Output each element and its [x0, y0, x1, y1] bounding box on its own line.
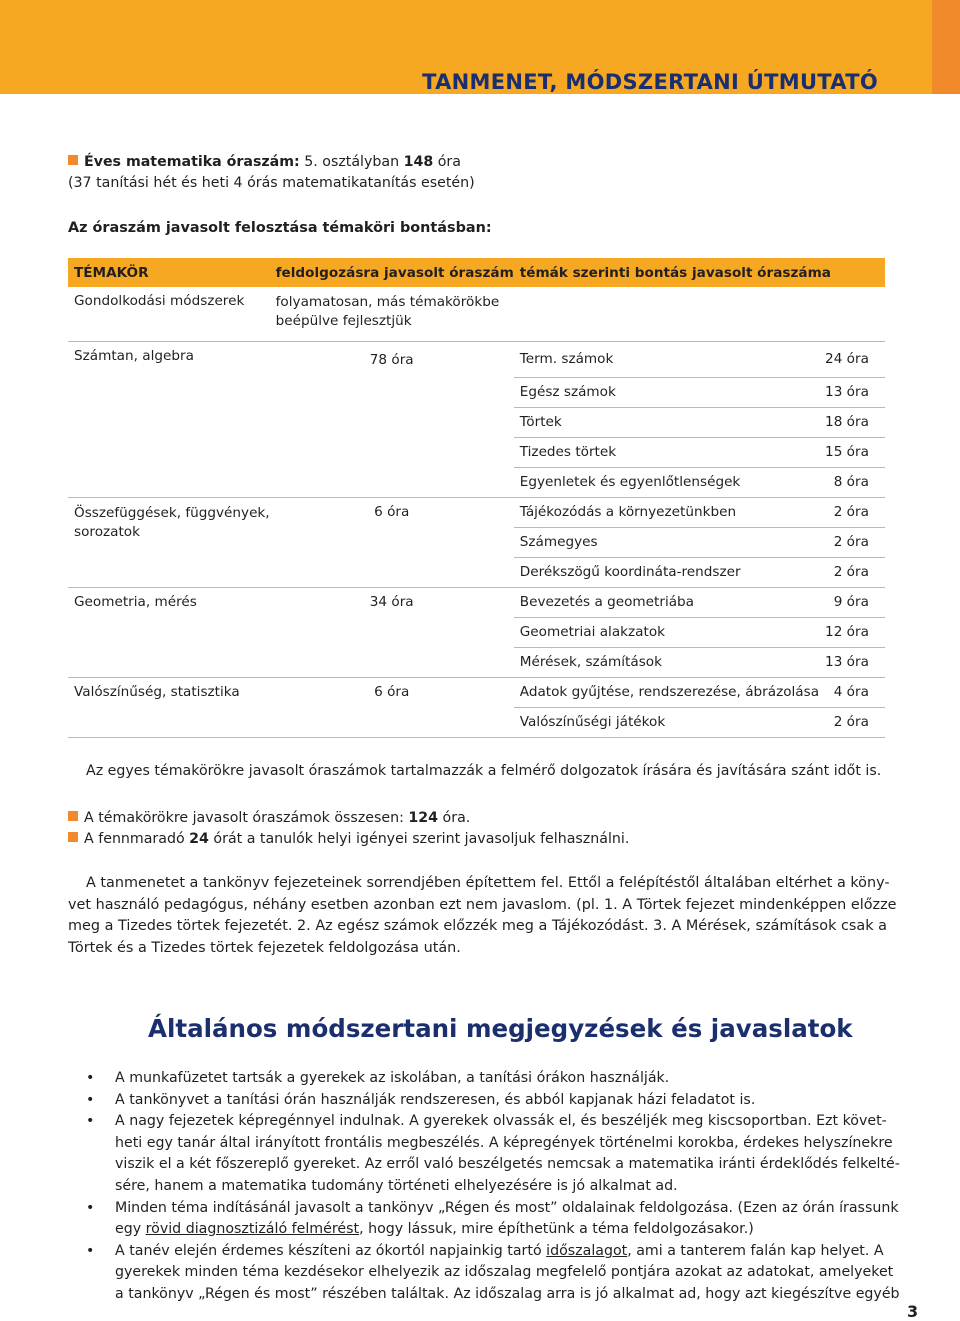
table-row: Geometria, mérés 34 óra Bevezetés a geometriába 9 óra [68, 587, 885, 617]
table-row: Derékszögű koordináta-rendszer 2 óra [68, 557, 885, 587]
header-title: TANMENET, MÓDSZERTANI ÚTMUTATÓ [422, 70, 878, 94]
list-item: • A tankönyvet a tanítási órán használják rendszeresen, és abból kapjanak házi feladatot is. [86, 1090, 900, 1112]
table-row: Geometriai alakzatok 12 óra [68, 617, 885, 647]
table-row: Egyenletek és egyenlőtlenségek 8 óra [68, 467, 885, 497]
table-subheading: Az óraszám javasolt felosztása témaköri bontásban: [68, 220, 492, 236]
section-title: Általános módszertani megjegyzések és javaslatok [148, 1014, 853, 1043]
page-number: 3 [907, 1302, 919, 1321]
plan-table [68, 258, 885, 738]
list-item: • A tanév elején érdemes készíteni az ókortól napjainkig tartó időszalagot, ami a tanterem falán kap helyet. A gyerekek minden téma kezdésekor elhelyezik az időszalag megfelelő pontjára azokat az adatokat, amelyeket a tankönyv „Régen és most” részében találtak. Az időszalag arra is jó alkalmat ad, hogy azt kiegészítve egyéb [86, 1241, 900, 1306]
timeline-term: időszalagot [546, 1242, 628, 1259]
table-row: Valószínűség, statisztika 6 óra Adatok gyűjtése, rendszerezése, ábrázolása 4 óra [68, 677, 885, 707]
hours-note: Az egyes témakörökre javasolt óraszámok tartalmazzák a felmérő dolgozatok írására és javítására szánt időt is. [86, 763, 882, 779]
list-item: • A munkafüzetet tartsák a gyerekek az iskolában, a tanítási órákon használják. [86, 1068, 900, 1090]
diagnostic-test-link: rövid diagnosztizáló felmérést [145, 1221, 360, 1238]
table-row: Egész számok 13 óra [68, 377, 885, 407]
square-bullet-icon [68, 811, 78, 821]
list-item: • Minden téma indításánál javasolt a tankönyv „Régen és most” oldalainak feldolgozása. (Ezen az órán írassunk egy rövid diagnosztizáló felmérést, hogy lássuk, mire építhetünk a téma feldolgozásakor.) [86, 1198, 900, 1241]
table-row: Számtan, algebra 78 óra Term. számok 24 óra [68, 342, 885, 378]
header-hours: feldolgozásra javasolt óraszám [270, 258, 514, 287]
square-bullet-icon [68, 155, 78, 165]
intro-line2: (37 tanítási hét és heti 4 órás matematikatanítás esetén) [68, 175, 475, 191]
square-bullet-icon [68, 832, 78, 842]
table-header-row [68, 258, 885, 287]
list-item: • A nagy fejezetek képregénnyel indulnak. A gyerekek olvassák el, és beszéljék meg kiscsoportban. Ezt követ- heti egy tanár által irányított frontális megbeszélés. A képregények történelmi korokba, érdekes helyszínekre viszik el a két főszereplő gyereket. Az erről való beszélgetés nemcsak a matematika iránti érdeklődés felkelté- sére, hanem a matematika tudomány történeti elhelyezésére is jó alkalmat ad. [86, 1111, 900, 1197]
table-row: Mérések, számítások 13 óra [68, 647, 885, 677]
summary-bullets: A témakörökre javasolt óraszámok összesen: 124 óra. A fennmaradó 24 órát a tanulók helyi igényei szerint javasoljuk felhasználni. [68, 808, 629, 850]
header-breakdown: témák szerinti bontás javasolt óraszáma [514, 258, 885, 287]
order-paragraph: A tanmenetet a tankönyv fejezeteinek sorrendjében építettem fel. Ettől a felépítéstől általában eltérhet a köny- vet használó pedagógus, néhány esetben azonban ezt nem javaslom. (pl. 1. A Törtek fejezet mindenképpen előzze meg a Tizedes törtek fejezetét. 2. Az egész számok előzzék meg a Tájékozódást. 3. A Mérések, számítások csak a Törtek és a Tizedes törtek fejezetek feldolgozása után. [68, 875, 897, 956]
table-row: Számegyes 2 óra [68, 527, 885, 557]
table-row: Valószínűségi játékok 2 óra [68, 707, 885, 737]
header-topic: TÉMAKÖR [68, 258, 270, 287]
table-row: Tizedes törtek 15 óra [68, 437, 885, 467]
intro-block: Éves matematika óraszám: 5. osztályban 148 óra (37 tanítási hét és heti 4 órás matematikatanítás esetén) [68, 152, 475, 194]
header-accent [932, 0, 960, 94]
table-row: Törtek 18 óra [68, 407, 885, 437]
method-list [86, 1068, 900, 1306]
intro-label: Éves matematika óraszám: [84, 154, 300, 170]
table-row: Gondolkodási módszerek folyamatosan, más témakörökbe beépülve fejlesztjük [68, 287, 885, 342]
table-row: Összefüggések, függvények, sorozatok 6 óra Tájékozódás a környezetünkben 2 óra [68, 497, 885, 527]
